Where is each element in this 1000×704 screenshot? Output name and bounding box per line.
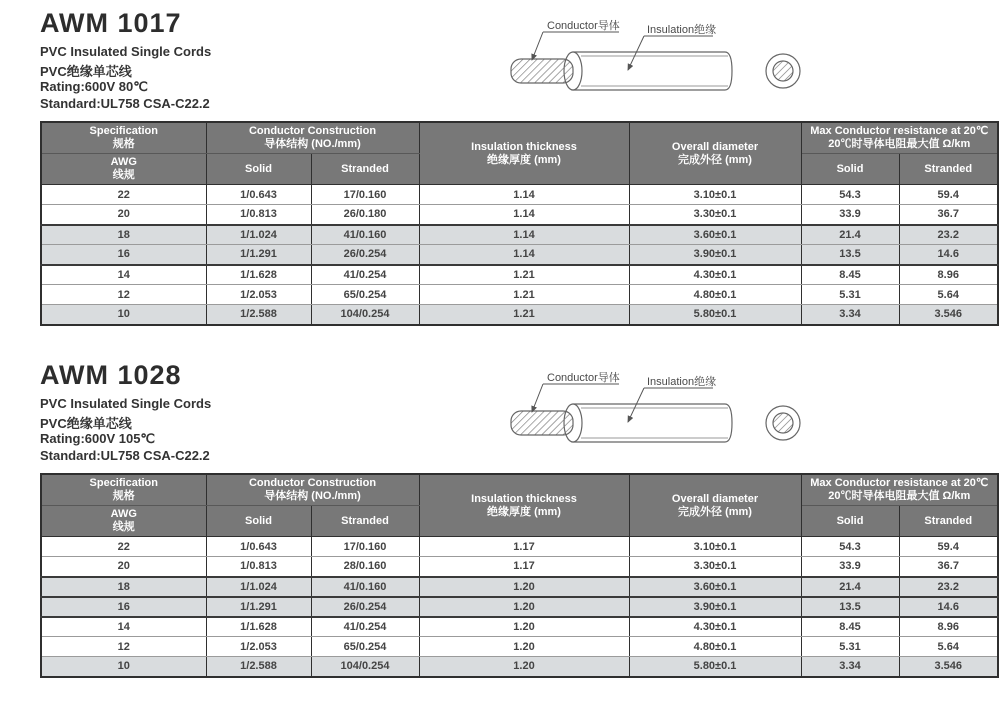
spec-table (40, 473, 999, 678)
table-cell: 65/0.254 (311, 637, 419, 657)
table-cell: 26/0.254 (311, 245, 419, 265)
table-cell: 1/2.588 (206, 657, 311, 677)
table-cell: 33.9 (801, 205, 899, 225)
table-cell: 14.6 (899, 245, 998, 265)
table-cell: 41/0.254 (311, 265, 419, 285)
table-cell: 104/0.254 (311, 305, 419, 325)
standard-line: Standard:UL758 CSA-C22.2 (40, 96, 210, 111)
table-row (41, 557, 998, 577)
table-cell: 1/0.813 (206, 205, 311, 225)
col-resistance-stranded: Stranded (899, 154, 998, 185)
table-cell: 54.3 (801, 537, 899, 557)
table-cell: 1.21 (419, 265, 629, 285)
table-cell: 1/1.628 (206, 265, 311, 285)
table-row (41, 617, 998, 637)
table-cell: 13.5 (801, 597, 899, 617)
table-cell: 1.17 (419, 557, 629, 577)
table-cell: 12 (41, 285, 206, 305)
table-cell: 26/0.180 (311, 205, 419, 225)
table-cell: 26/0.254 (311, 597, 419, 617)
col-awg: AWG 线规 (41, 506, 206, 537)
cross-section-core (773, 61, 793, 81)
table-cell: 3.90±0.1 (629, 597, 801, 617)
table-cell: 1/1.024 (206, 225, 311, 245)
table-cell: 17/0.160 (311, 185, 419, 205)
table-cell: 8.96 (899, 265, 998, 285)
table-cell: 23.2 (899, 577, 998, 597)
table-cell: 22 (41, 537, 206, 557)
table-cell: 1/2.588 (206, 305, 311, 325)
table-cell: 12 (41, 637, 206, 657)
table-cell: 5.64 (899, 285, 998, 305)
insulation-label: Insulation绝缘 (647, 376, 717, 388)
subtitle-cn: PVC绝缘单芯线 (40, 64, 132, 79)
table-cell: 104/0.254 (311, 657, 419, 677)
table-body (41, 185, 998, 325)
table-cell: 20 (41, 557, 206, 577)
table-cell: 1.14 (419, 245, 629, 265)
col-resistance-stranded: Stranded (899, 506, 998, 537)
table-cell: 1/1.024 (206, 577, 311, 597)
table-cell: 16 (41, 245, 206, 265)
section-title: AWM 1017 (40, 8, 182, 38)
stranded-conductor (511, 59, 573, 83)
rating-line: Rating:600V 105℃ (40, 431, 156, 446)
table-cell: 1.20 (419, 597, 629, 617)
table-cell: 28/0.160 (311, 557, 419, 577)
col-insulation-thickness: Insulation thickness 绝缘厚度 (mm) (419, 474, 629, 537)
table-row (41, 185, 998, 205)
table-cell: 1.14 (419, 185, 629, 205)
table-cell: 5.64 (899, 637, 998, 657)
table-cell: 1/1.628 (206, 617, 311, 637)
table-row (41, 225, 998, 245)
table-cell: 10 (41, 657, 206, 677)
insulation-label: Insulation绝缘 (647, 24, 717, 36)
table-cell: 8.96 (899, 617, 998, 637)
table-cell: 3.90±0.1 (629, 245, 801, 265)
table-cell: 1.14 (419, 205, 629, 225)
table-cell: 3.60±0.1 (629, 225, 801, 245)
table-cell: 14 (41, 265, 206, 285)
col-insulation-thickness: Insulation thickness 绝缘厚度 (mm) (419, 122, 629, 185)
col-overall-diameter: Overall diameter 完成外径 (mm) (629, 122, 801, 185)
table-cell: 4.30±0.1 (629, 617, 801, 637)
table-cell: 17/0.160 (311, 537, 419, 557)
table-cell: 8.45 (801, 265, 899, 285)
table-cell: 3.30±0.1 (629, 557, 801, 577)
table-row (41, 205, 998, 225)
table-cell: 18 (41, 577, 206, 597)
spec-table (40, 121, 999, 326)
table-cell: 65/0.254 (311, 285, 419, 305)
section-awm-1028 (0, 352, 1000, 704)
rating-line: Rating:600V 80℃ (40, 79, 148, 94)
table-cell: 3.34 (801, 657, 899, 677)
col-resistance-solid: Solid (801, 154, 899, 185)
table-cell: 1/0.643 (206, 185, 311, 205)
table-cell: 23.2 (899, 225, 998, 245)
table-cell: 36.7 (899, 557, 998, 577)
col-conductor-construction: Conductor Construction 导体结构 (NO./mm) (206, 474, 419, 506)
table-cell: 1/2.053 (206, 285, 311, 305)
table-body (41, 537, 998, 677)
table-row (41, 245, 998, 265)
table-cell: 20 (41, 205, 206, 225)
table-cell: 1/0.813 (206, 557, 311, 577)
table-header (41, 122, 998, 185)
table-cell: 3.30±0.1 (629, 205, 801, 225)
table-cell: 1.17 (419, 537, 629, 557)
table-cell: 5.80±0.1 (629, 305, 801, 325)
table-cell: 1/1.291 (206, 597, 311, 617)
table-cell: 41/0.160 (311, 225, 419, 245)
table-cell: 1.20 (419, 637, 629, 657)
col-conductor-construction: Conductor Construction 导体结构 (NO./mm) (206, 122, 419, 154)
table-cell: 41/0.254 (311, 617, 419, 637)
conductor-label: Conductor导体 (547, 372, 620, 384)
table-row (41, 637, 998, 657)
table-cell: 5.31 (801, 637, 899, 657)
table-row (41, 597, 998, 617)
table-cell: 21.4 (801, 225, 899, 245)
table-cell: 16 (41, 597, 206, 617)
table-row (41, 285, 998, 305)
table-cell: 54.3 (801, 185, 899, 205)
table-cell: 4.80±0.1 (629, 285, 801, 305)
subtitle-en: PVC Insulated Single Cords (40, 44, 212, 59)
cross-section-core (773, 413, 793, 433)
table-cell: 3.10±0.1 (629, 537, 801, 557)
col-awg: AWG 线规 (41, 154, 206, 185)
col-max-resistance: Max Conductor resistance at 20℃ 20℃时导体电阻最大值 Ω/km (801, 474, 998, 506)
subtitle-cn: PVC绝缘单芯线 (40, 416, 132, 431)
table-cell: 41/0.160 (311, 577, 419, 597)
col-solid: Solid (206, 154, 311, 185)
table-cell: 36.7 (899, 205, 998, 225)
col-max-resistance: Max Conductor resistance at 20℃ 20℃时导体电阻最大值 Ω/km (801, 122, 998, 154)
table-row (41, 537, 998, 557)
col-stranded: Stranded (311, 506, 419, 537)
table-row (41, 305, 998, 325)
table-cell: 13.5 (801, 245, 899, 265)
table-cell: 1.20 (419, 577, 629, 597)
section-title: AWM 1028 (40, 360, 182, 390)
insulation-tube (573, 52, 732, 90)
table-cell: 3.34 (801, 305, 899, 325)
table-cell: 1.20 (419, 657, 629, 677)
table-cell: 8.45 (801, 617, 899, 637)
table-cell: 33.9 (801, 557, 899, 577)
insulation-tube (573, 404, 732, 442)
table-cell: 5.31 (801, 285, 899, 305)
table-cell: 22 (41, 185, 206, 205)
table-cell: 59.4 (899, 185, 998, 205)
col-specification: Specification 规格 (41, 122, 206, 154)
table-cell: 4.80±0.1 (629, 637, 801, 657)
table-cell: 21.4 (801, 577, 899, 597)
table-cell: 3.10±0.1 (629, 185, 801, 205)
subtitle-en: PVC Insulated Single Cords (40, 396, 212, 411)
table-cell: 4.30±0.1 (629, 265, 801, 285)
table-cell: 14 (41, 617, 206, 637)
table-cell: 1/1.291 (206, 245, 311, 265)
conductor-label: Conductor导体 (547, 20, 620, 32)
table-cell: 5.80±0.1 (629, 657, 801, 677)
wire-diagram (495, 368, 915, 468)
table-cell: 3.546 (899, 657, 998, 677)
table-cell: 1.21 (419, 305, 629, 325)
table-cell: 18 (41, 225, 206, 245)
col-solid: Solid (206, 506, 311, 537)
col-stranded: Stranded (311, 154, 419, 185)
table-cell: 3.546 (899, 305, 998, 325)
table-cell: 1/0.643 (206, 537, 311, 557)
table-cell: 1.14 (419, 225, 629, 245)
table-header (41, 474, 998, 537)
col-specification: Specification 规格 (41, 474, 206, 506)
table-cell: 1/2.053 (206, 637, 311, 657)
col-resistance-solid: Solid (801, 506, 899, 537)
stranded-conductor (511, 411, 573, 435)
table-row (41, 577, 998, 597)
table-row (41, 657, 998, 677)
col-overall-diameter: Overall diameter 完成外径 (mm) (629, 474, 801, 537)
standard-line: Standard:UL758 CSA-C22.2 (40, 448, 210, 463)
table-cell: 14.6 (899, 597, 998, 617)
table-row (41, 265, 998, 285)
wire-diagram (495, 16, 915, 116)
table-cell: 10 (41, 305, 206, 325)
table-cell: 59.4 (899, 537, 998, 557)
table-cell: 1.20 (419, 617, 629, 637)
table-cell: 1.21 (419, 285, 629, 305)
table-cell: 3.60±0.1 (629, 577, 801, 597)
